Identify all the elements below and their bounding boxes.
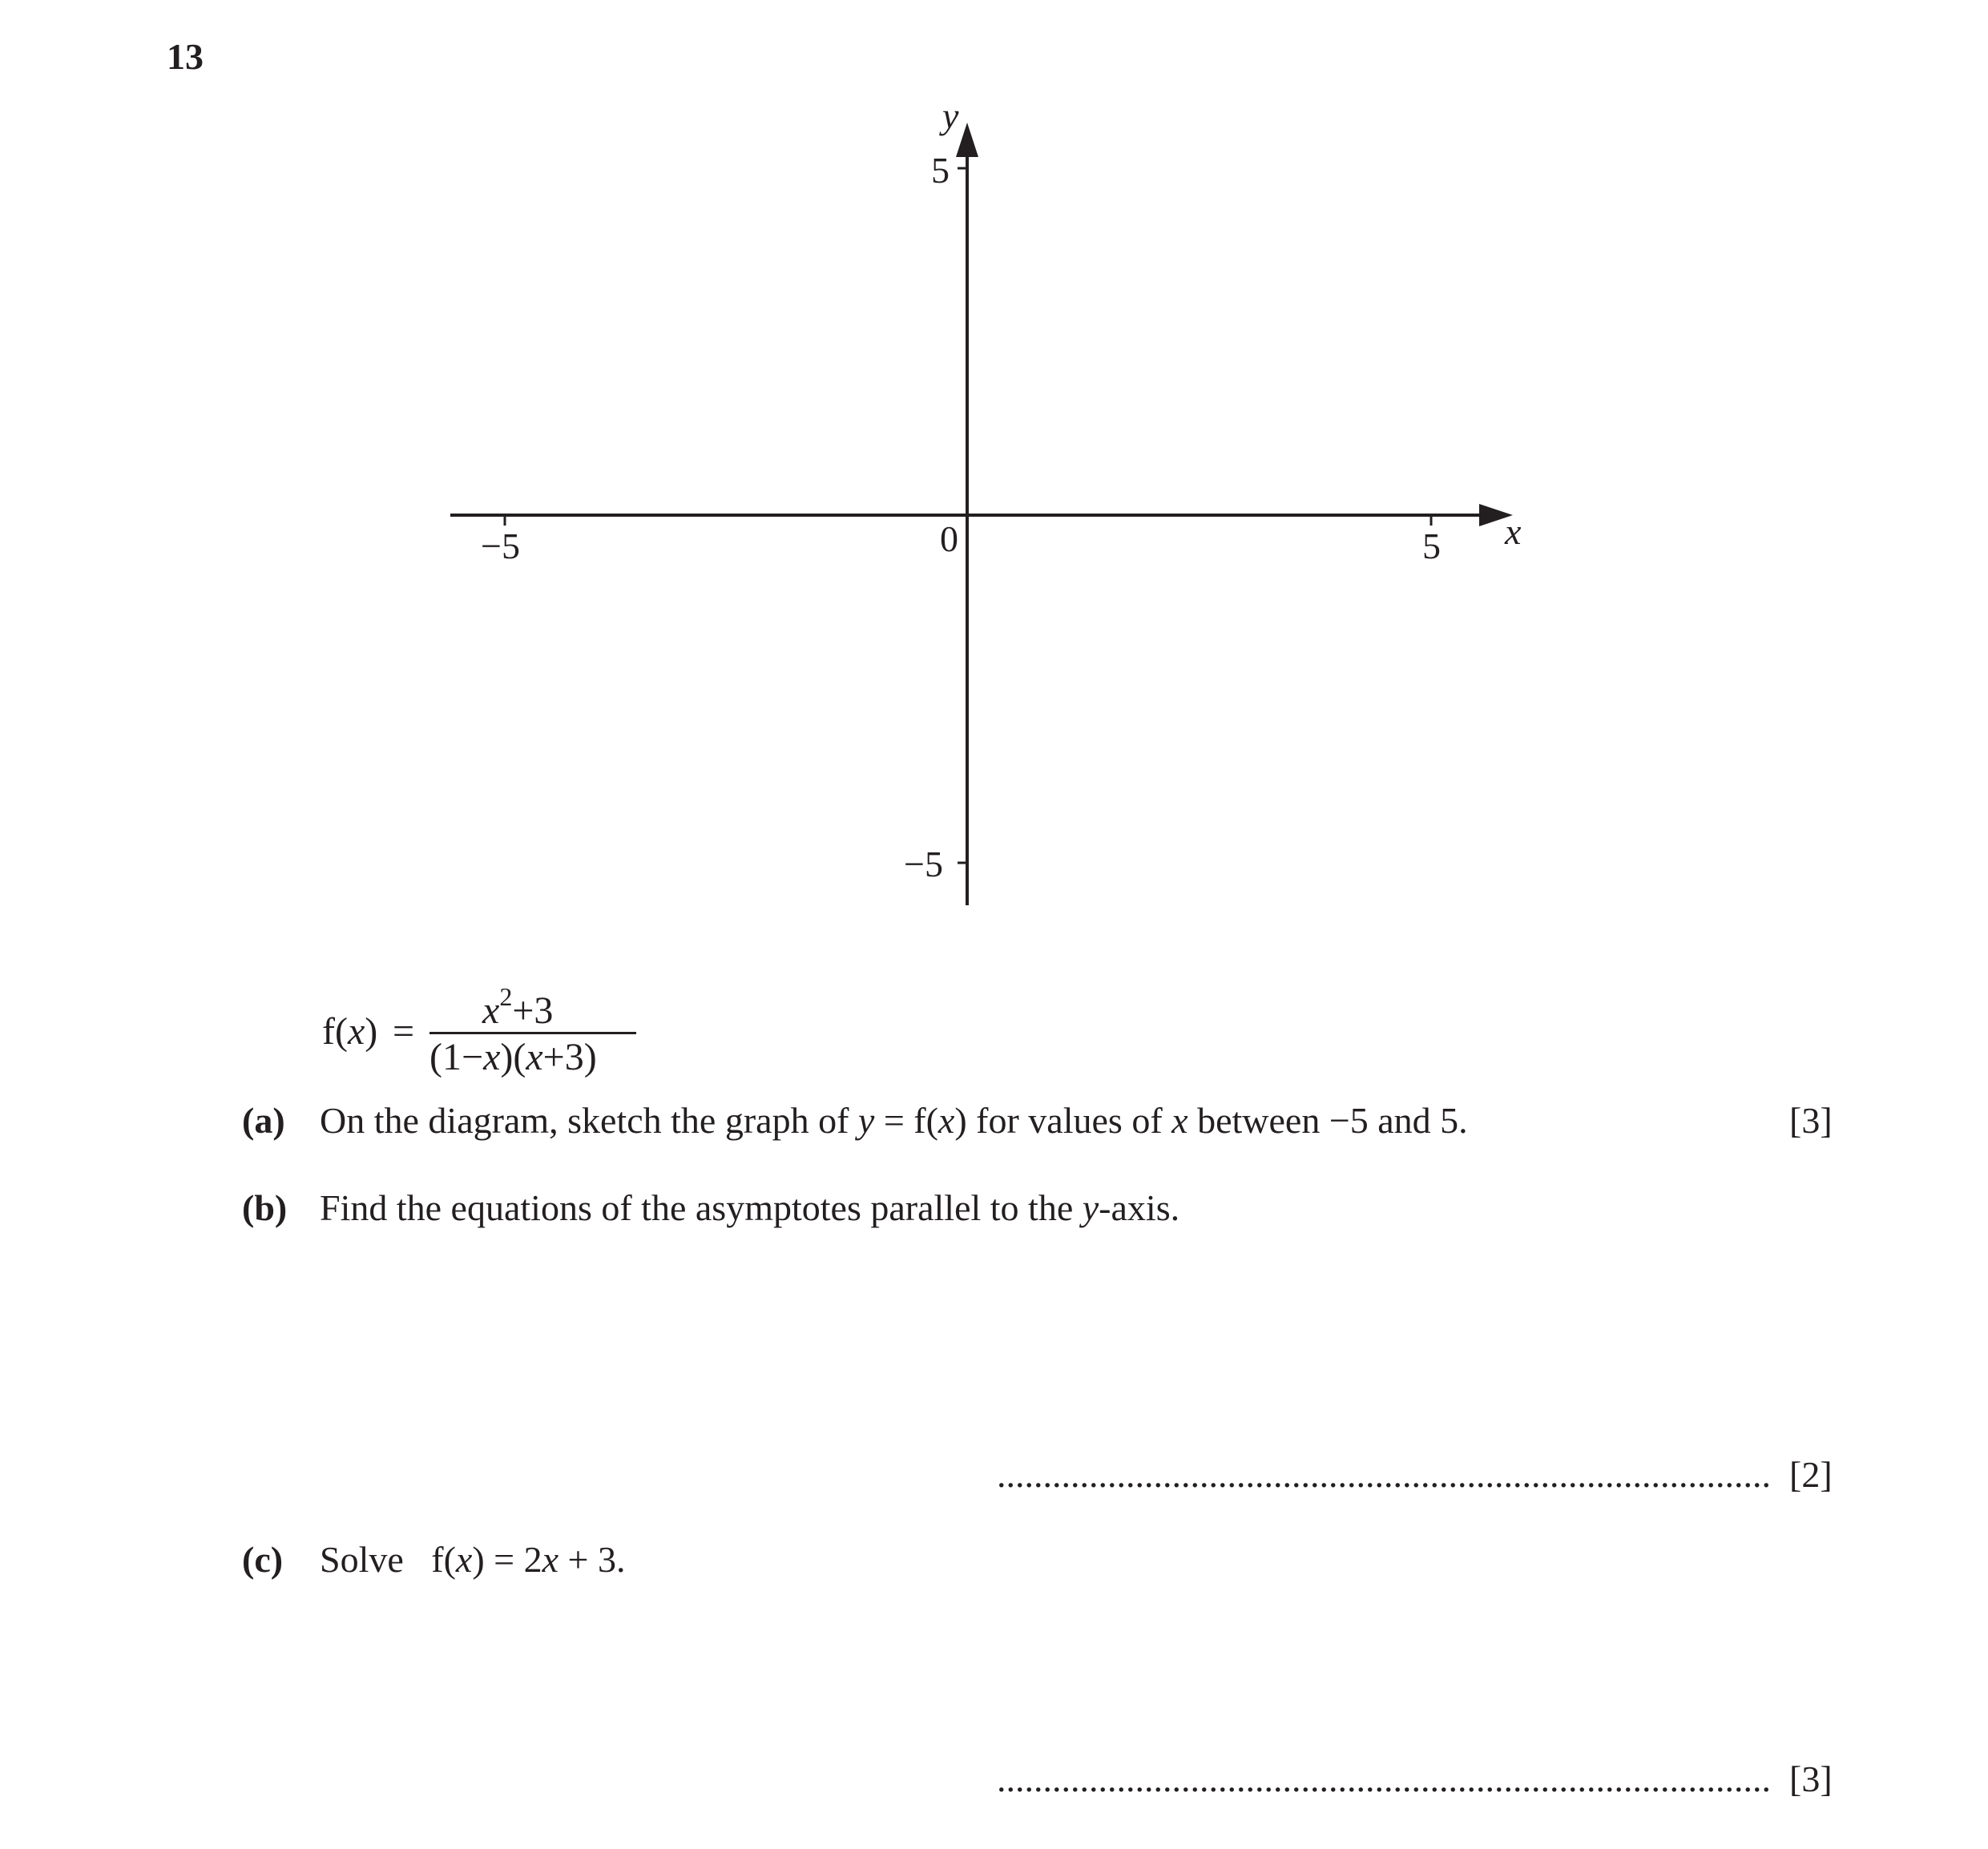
part-a-text	[320, 1099, 1468, 1142]
part-b-text-1: Find the equations of the asymptotes parallel to the	[320, 1187, 1083, 1228]
part-c-x-2: x	[542, 1539, 559, 1580]
den-x-2: x	[526, 1036, 543, 1078]
part-a-y: y	[857, 1100, 875, 1141]
part-a-text-4: between −5 and 5.	[1188, 1100, 1468, 1141]
part-a-marks: [3]	[1789, 1100, 1833, 1141]
numerator	[482, 982, 553, 1033]
part-a-label: (a)	[242, 1100, 285, 1141]
lhs-close: )	[365, 1010, 378, 1053]
part-a-text-1: On the diagram, sketch the graph of	[320, 1100, 858, 1141]
numerator-x: x	[482, 989, 500, 1032]
part-a-x-2: x	[1171, 1100, 1188, 1141]
den-part-3: +3)	[542, 1036, 597, 1078]
part-a-text-3: ) for values of	[954, 1100, 1172, 1141]
part-c-x: x	[455, 1539, 473, 1580]
lhs-x: x	[347, 1010, 365, 1053]
part-a-x: x	[938, 1100, 955, 1141]
den-x-1: x	[483, 1036, 501, 1078]
part-c-label: (c)	[242, 1539, 284, 1580]
part-c-text	[320, 1538, 625, 1581]
y-tick-label-pos5: 5	[931, 150, 950, 191]
origin-label: 0	[940, 518, 958, 559]
question-number: 13	[167, 36, 204, 77]
part-a-text-2: = f(	[874, 1100, 938, 1141]
x-axis-label: x	[1505, 511, 1522, 552]
y-axis-label: y	[942, 95, 959, 136]
numerator-exponent: 2	[499, 982, 513, 1011]
fraction-bar	[429, 1032, 636, 1034]
x-tick-label-neg5: −5	[481, 526, 520, 566]
x-tick-label-pos5: 5	[1422, 526, 1441, 566]
den-part-2: )(	[500, 1036, 526, 1078]
part-c-marks: [3]	[1789, 1758, 1833, 1799]
y-axis-arrowhead	[956, 123, 978, 157]
part-b-text-2: -axis.	[1099, 1187, 1180, 1228]
part-b-label: (b)	[242, 1187, 288, 1228]
part-c-text-2: ) = 2	[472, 1539, 542, 1580]
equals-sign: =	[393, 1010, 415, 1053]
y-tick-label-neg5: −5	[904, 844, 943, 884]
numerator-rest: +3	[512, 989, 554, 1032]
den-part-1: (1−	[429, 1036, 484, 1078]
part-c-answer-line[interactable]: ....................................................................................	[997, 1758, 1771, 1799]
part-c-text-3: + 3.	[558, 1539, 626, 1580]
part-b-marks: [2]	[1789, 1454, 1833, 1495]
part-b-answer-line[interactable]: ....................................................................................	[997, 1454, 1771, 1495]
function-lhs	[322, 1009, 377, 1053]
part-b-y: y	[1082, 1187, 1099, 1228]
part-c-text-1: Solve f(	[320, 1539, 456, 1580]
lhs-f: f(	[322, 1010, 348, 1053]
part-b-text	[320, 1186, 1179, 1229]
denominator	[429, 1035, 597, 1079]
